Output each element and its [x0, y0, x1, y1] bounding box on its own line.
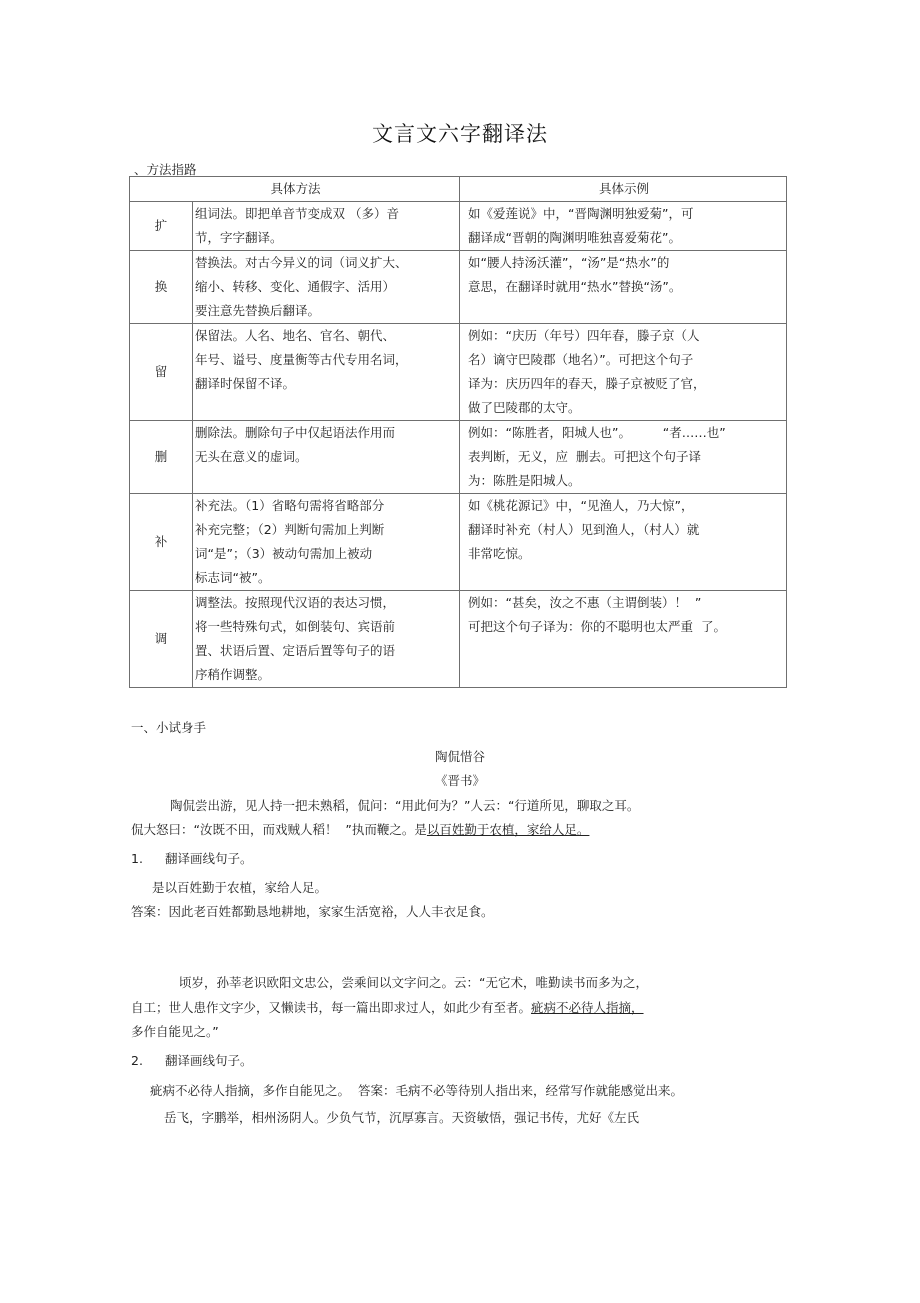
row-label: 留	[130, 324, 193, 421]
method-cell	[193, 324, 460, 421]
method-line: 序稍作调整。	[195, 667, 271, 682]
story-line-2	[131, 820, 589, 838]
table-row	[130, 202, 787, 251]
example-cell	[460, 591, 787, 688]
page-title: 文言文六字翻译法	[372, 122, 548, 146]
method-line: 节，字字翻译。	[195, 230, 283, 245]
example-line: 做了巴陵郡的太守。	[468, 400, 581, 415]
passage2-line-2-text: 自工；世人患作文字少，又懒读书，每一篇出即求过人，如此少有至者。	[131, 1000, 532, 1015]
example-line: 非常吃惊。	[468, 546, 531, 561]
question-1-sentence: 是以百姓勤于农植，家给人足。	[152, 880, 328, 895]
example-line: 意思，在翻译时就用“热水”替换“汤”。	[468, 279, 682, 294]
method-line: 置、状语后置、定语后置等句子的语	[195, 643, 396, 658]
example-line: 翻译成“晋朝的陶渊明唯独喜爱菊花”。	[468, 230, 681, 245]
underlined-sentence-2: 疵病不必待人指摘，	[531, 1000, 644, 1015]
method-line: 替换法。对古今异义的词（词义扩大、	[195, 255, 408, 270]
method-line: 词“是”；（3）被动句需加上被动	[195, 546, 373, 561]
row-label: 换	[130, 251, 193, 324]
passage2-line-2	[131, 998, 644, 1016]
table-row	[130, 494, 787, 591]
table-header-row	[130, 177, 787, 202]
method-line: 补充法。（1）省略句需将省略部分	[195, 498, 385, 513]
story-line-2-text: 侃大怒曰：“汝既不田，而戏贼人稻！ ”执而鞭之。是	[131, 822, 427, 837]
example-line: 如“腰人持汤沃灌”，“汤”是“热水”的	[468, 255, 670, 270]
method-line: 缩小、转移、变化、通假字、活用）	[195, 279, 396, 294]
example-cell	[460, 202, 787, 251]
question-2	[131, 1051, 252, 1069]
section-heading-practice: 一、小试身手	[131, 720, 207, 735]
question-1-number: 1.	[131, 851, 143, 866]
question-2-number: 2.	[131, 1053, 143, 1068]
method-line: 要注意先替换后翻译。	[195, 303, 321, 318]
example-line: 名）谪守巴陵郡（地名）”。可把这个句子	[468, 352, 694, 367]
method-cell	[193, 421, 460, 494]
method-cell	[193, 202, 460, 251]
methods-table	[129, 176, 787, 688]
question-2-prompt: 翻译画线句子。	[164, 1053, 253, 1068]
header-method: 具体方法	[130, 177, 460, 202]
example-line: 例如：“陈胜者，阳城人也”。 “者……也”	[468, 425, 726, 440]
table-row	[130, 251, 787, 324]
method-line: 补充完整；（2）判断句需加上判断	[195, 522, 385, 537]
underlined-sentence-1: 以百姓勤于农植，家给人足。	[426, 822, 590, 837]
example-line: 例如：“甚矣，汝之不惠（主谓倒装）！ ”	[468, 595, 702, 610]
question-1-answer: 答案：因此老百姓都勤恳地耕地，家家生活宽裕，人人丰衣足食。	[131, 904, 494, 919]
method-line: 翻译时保留不译。	[195, 376, 296, 391]
table-row	[130, 421, 787, 494]
story-source: 《晋书》	[434, 773, 485, 788]
story-line-1: 陶侃尝出游，见人持一把未熟稻，侃问：“用此何为？”人云：“行道所见，聊取之耳。	[170, 798, 640, 813]
example-line: 表判断，无义，应 删去。可把这个句子译	[468, 449, 701, 464]
example-line: 如《桃花源记》中，“见渔人，乃大惊”，	[468, 498, 694, 513]
method-line: 标志词“被”。	[195, 570, 271, 585]
method-line: 保留法。人名、地名、官名、朝代、	[195, 328, 396, 343]
example-line: 译为：庆历四年的春天，滕子京被贬了官，	[468, 376, 706, 391]
question-1	[131, 849, 252, 867]
method-cell	[193, 591, 460, 688]
row-label: 扩	[130, 202, 193, 251]
passage2-line-3: 多作自能见之。”	[131, 1024, 219, 1039]
table-row	[130, 591, 787, 688]
passage2-line-1: 顷岁，孙莘老识欧阳文忠公，尝乘间以文字问之。云：“无它术，唯勤读书而多为之，	[179, 975, 648, 990]
method-cell	[193, 494, 460, 591]
method-line: 年号、谥号、度量衡等古代专用名词，	[195, 352, 408, 367]
example-line: 如《爱莲说》中，“晋陶渊明独爱菊”，可	[468, 206, 694, 221]
question-2-answer: 疵病不必待人指摘，多作自能见之。 答案：毛病不必等待别人指出来，经常写作就能感觉出来。	[150, 1083, 683, 1098]
example-cell	[460, 494, 787, 591]
example-cell	[460, 324, 787, 421]
method-cell	[193, 251, 460, 324]
passage3-line-1: 岳飞，字鹏举，相州汤阴人。少负气节，沉厚寡言。天资敏悟，强记书传，尤好《左氏	[164, 1110, 640, 1125]
method-line: 删除法。删除句子中仅起语法作用而	[195, 425, 396, 440]
example-line: 为：陈胜是阳城人。	[468, 473, 581, 488]
table-row	[130, 324, 787, 421]
question-1-prompt: 翻译画线句子。	[164, 851, 253, 866]
section-heading-methods: 、方法指路	[134, 162, 197, 177]
row-label: 删	[130, 421, 193, 494]
header-example: 具体示例	[460, 177, 787, 202]
method-line: 无头在意义的虚词。	[195, 449, 308, 464]
example-line: 例如：“庆历（年号）四年春，滕子京（人	[468, 328, 700, 343]
row-label: 调	[130, 591, 193, 688]
example-line: 可把这个句子译为：你的不聪明也太严重 了。	[468, 619, 726, 634]
method-line: 组词法。即把单音节变成双 （多）音	[195, 206, 399, 221]
story-title: 陶侃惜谷	[434, 749, 485, 764]
example-line: 翻译时补充（村人）见到渔人，（村人）就	[468, 522, 700, 537]
example-cell	[460, 251, 787, 324]
row-label: 补	[130, 494, 193, 591]
example-cell	[460, 421, 787, 494]
method-line: 将一些特殊句式，如倒装句、宾语前	[195, 619, 396, 634]
method-line: 调整法。按照现代汉语的表达习惯，	[195, 595, 396, 610]
